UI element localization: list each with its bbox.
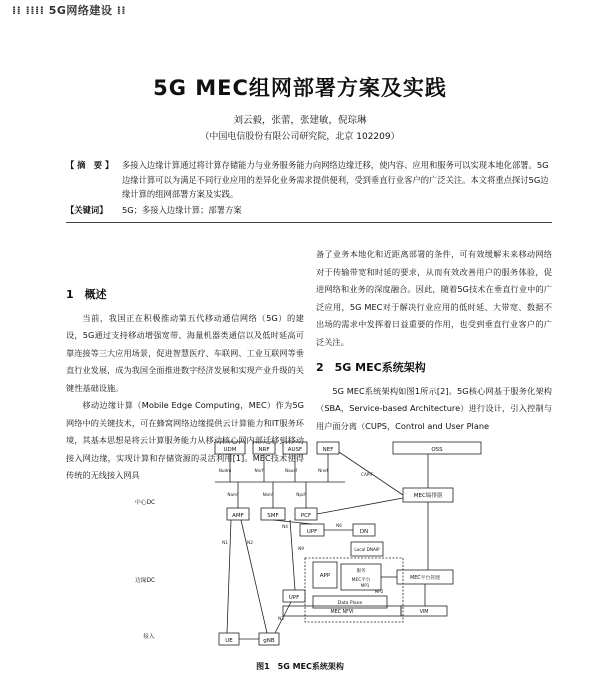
interface-label: Namf [227, 492, 239, 497]
node-mec-platform-mgmt: MEC平台管理 [410, 576, 440, 581]
interface-label: Nudm [218, 468, 232, 473]
interface-label: MP1 [360, 583, 370, 588]
node-oss: OSS [431, 447, 443, 453]
interface-label: N9 [298, 546, 304, 551]
node-ue: UE [225, 638, 233, 644]
paragraph: 移动边缘计算（Mobile Edge Computing，MEC）作为5G网络中的关键技术，可在蜂窝网络边缘提供云计算能力和IT服务环境，其基本思想是将云计算服务能力从移动核心网内部迁移到移动接入网边缘，实现计算和存储资源的灵活利用[1]。MEC技术使得传统的无线接入网具 [66, 400, 304, 480]
architecture-figure [135, 440, 600, 655]
interface-label: CAPIF [361, 472, 373, 477]
interface-label: Npcf [296, 492, 306, 497]
section-2-heading: 2 5G MEC系统架构 [316, 361, 426, 374]
divider [66, 222, 552, 223]
interface-label: Nausf [284, 468, 298, 473]
right-column [316, 246, 552, 435]
keywords-label: 【关键词】 [66, 205, 108, 215]
row-label-access: 接入 [143, 634, 155, 640]
paper-title: 5G MEC组网部署方案及实践 [153, 76, 447, 100]
node-nrf: NRF [258, 447, 270, 453]
node-dn: DN [359, 529, 369, 535]
node-ausf: AUSF [287, 447, 303, 453]
abstract [66, 158, 552, 202]
authors: 刘云毅，张蕾，张建敏，倪琮琳 [233, 115, 367, 126]
keywords [66, 204, 552, 216]
node-app: APP [319, 573, 331, 579]
paragraph: 5G MEC系统架构如图1所示[2]。5G核心网基于服务化架构（SBA，Service-based Architecture）进行设计，引入控制与用户面分离（CUPS，Control and User Plane [316, 385, 552, 431]
node-local-dnaip: Local DNAIP [354, 547, 380, 552]
interface-label: Nsmf [262, 492, 274, 497]
paragraph: 备了业务本地化和近距离部署的条件，可有效缓解未来移动网络对于传输带宽和时延的要求，从而有效改善用户的服务体验，促进网络和业务的深度融合。因此，随着5G技术在垂直行业中的广泛应用，5G MEC对于解决行业应用的低时延、大带宽、数据不出场的需求中发挥着日益重要的作用，也受到垂直行业客户的广泛关注。 [316, 249, 552, 347]
interface-label: N4 [282, 524, 288, 529]
node-nef: NEF [322, 447, 334, 453]
keywords-text: 5G；多接入边缘计算；部署方案 [122, 205, 242, 215]
row-label-central-dc: 中心DC [135, 500, 156, 506]
node-upf-core: UPF [306, 529, 318, 535]
node-amf: AMF [232, 513, 244, 519]
interface-label: N3 [278, 616, 284, 621]
interface-label: MP2 [374, 589, 384, 594]
node-mec-nfvi: MEC NFVI [330, 610, 354, 615]
node-service: 服务 [356, 569, 366, 574]
journal-header: ⁞⁞ ⁞⁞⁞⁞ 5G网络建设 ⁞⁞ [12, 4, 127, 17]
node-udm: UDM [223, 447, 237, 453]
interface-label: Nnef [318, 468, 328, 473]
node-mec-platform: MEC平台 [351, 578, 371, 583]
paragraph: 当前，我国正在积极推动第五代移动通信网络（5G）的建设，5G通过支持移动增强宽带、海量机器类通信以及低时延高可靠连接等三大应用场景，促进智慧医疗、车联网、工业互联网等垂直行业发展，成为我国全面推进数字经济发展和实现产业升级的关键性基础设施。 [66, 312, 304, 393]
node-data-plane: Data Plane [337, 601, 363, 606]
row-label-edge-dc: 边缘DC [135, 578, 156, 584]
figure-caption: 图1 5G MEC系统架构 [256, 662, 344, 671]
interface-label: N1 [222, 540, 228, 545]
affiliation: （中国电信股份有限公司研究院，北京 102209） [200, 132, 400, 142]
node-upf-edge: UPF [288, 595, 300, 601]
interface-label: N2 [247, 540, 253, 545]
abstract-text: 多接入边缘计算通过将计算存储能力与业务服务能力向网络边缘迁移，使内容、应用和服务可以实现本地化部署。5G边缘计算可以为满足不同行业应用的差异化业务需求提供便利，受到垂直行业客户的广泛关注。本文将重点探讨5G边缘计算的组网部署方案及实践。 [122, 160, 549, 200]
node-pcf: PCF [300, 513, 312, 519]
interface-label: N6 [336, 523, 342, 528]
node-mec-orchestrator: MEC编排器 [413, 493, 443, 499]
section-1-heading: 1 概述 [66, 288, 107, 301]
abstract-label: 【 摘 要 】 [66, 160, 114, 170]
node-vim: VIM [419, 610, 429, 615]
node-smf: SMF [267, 513, 279, 519]
interface-label: Nnrf [254, 468, 264, 473]
node-gnb: gNB [263, 638, 275, 644]
